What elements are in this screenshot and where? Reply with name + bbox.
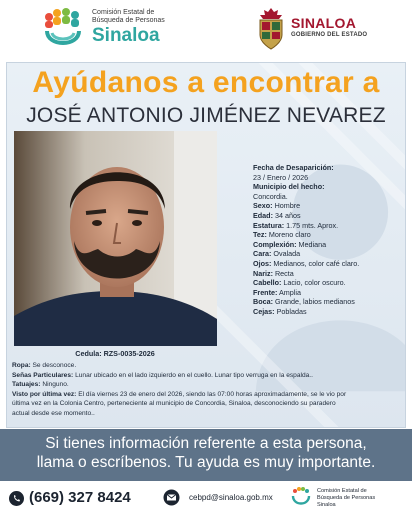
- frente-value: Amplia: [278, 287, 301, 297]
- nariz-value: Recta: [274, 268, 294, 278]
- cara-label: Cara:: [253, 249, 272, 259]
- frente-label: Frente:: [253, 287, 278, 297]
- complexion-value: Mediana: [298, 239, 327, 249]
- ropa-value: Se desconoce.: [32, 362, 77, 369]
- estatura-label: Estatura:: [253, 220, 285, 230]
- visto-line2: última vez en la Colonia Centro, perteneciente al municipio de Concordia, Sinaloa, desconociendo su paradero: [12, 400, 336, 408]
- gov-title: [291, 16, 367, 39]
- boca-label: Boca:: [253, 297, 273, 307]
- state-seal-icon: [256, 7, 286, 51]
- tatuajes-value: Ninguno.: [42, 381, 69, 389]
- ropa-label: Ropa:: [12, 362, 31, 369]
- footer-org-line2: Búsqueda de Personas: [317, 495, 376, 501]
- footer: [0, 481, 412, 515]
- boca-value: Grande, labios medianos: [274, 297, 355, 307]
- senas-value: Lunar ubicado en el lado izquierdo en el cuello. Lunar tipo verruga en la espalda..: [75, 371, 313, 379]
- nariz-label: Nariz:: [253, 268, 273, 278]
- cedula: Cedula: RZS-0035-2026: [75, 349, 155, 358]
- sexo-label: Sexo:: [253, 201, 273, 211]
- header: [0, 0, 412, 60]
- municipio-value: Concordia.: [253, 191, 288, 201]
- cara-value: Ovalada: [273, 249, 301, 259]
- cejas-value: Pobladas: [276, 306, 307, 316]
- additional-info: [12, 361, 402, 419]
- sexo-value: Hombre: [274, 201, 301, 211]
- footer-org-logo-icon: [290, 486, 312, 508]
- fecha-label: Fecha de Desaparición:: [253, 163, 334, 172]
- gov-name: SINALOA: [291, 15, 357, 31]
- org-name: Sinaloa: [92, 25, 160, 46]
- estatura-value: 1.75 mts. Aprox.: [286, 220, 339, 230]
- cejas-label: Cejas:: [253, 306, 275, 316]
- cabello-label: Cabello:: [253, 278, 282, 288]
- ojos-value: Medianos, color café claro.: [273, 258, 360, 268]
- appeal-line2: llama o escríbenos. Tu ayuda es muy importante.: [36, 454, 376, 471]
- footer-org-name: [317, 488, 375, 509]
- tez-value: Moreno claro: [268, 230, 311, 240]
- footer-org-line1: Comisión Estatal de: [317, 488, 367, 494]
- edad-value: 34 años: [274, 210, 301, 220]
- org-title: [92, 9, 165, 47]
- person-photo: [14, 131, 217, 346]
- cabello-value: Lacio, color oscuro.: [283, 278, 346, 288]
- person-details: [253, 163, 403, 317]
- headline: Ayúdanos a encontrar a: [32, 66, 380, 99]
- complexion-label: Complexión:: [253, 239, 297, 249]
- appeal-band: [0, 429, 412, 481]
- org-line2: Búsqueda de Personas: [92, 17, 165, 24]
- visto-value: El día viernes 23 de enero del 2026, siendo las 07:00 horas aproximadamente, se le vio por: [78, 390, 347, 398]
- whatsapp-icon[interactable]: [8, 490, 25, 507]
- mail-icon[interactable]: [163, 489, 180, 506]
- footer-org-line3: Sinaloa: [317, 502, 336, 508]
- visto-label: Visto por última vez:: [12, 390, 77, 398]
- phone-number[interactable]: (669) 327 8424: [29, 489, 131, 506]
- municipio-label: Municipio del hecho:: [253, 182, 325, 192]
- email-address[interactable]: cebpd@sinaloa.gob.mx: [189, 493, 273, 502]
- gov-subtitle: GOBIERNO DEL ESTADO: [291, 32, 368, 38]
- ojos-label: Ojos:: [253, 258, 272, 268]
- person-name: JOSÉ ANTONIO JIMÉNEZ NEVAREZ: [26, 104, 386, 127]
- tez-label: Tez:: [253, 230, 267, 240]
- senas-label: Señas Particulares:: [12, 371, 74, 379]
- org-logo-icon: [40, 7, 86, 53]
- fecha-value: 23 / Enero / 2026: [253, 172, 309, 182]
- visto-line3: actual desde ese momento..: [12, 409, 95, 417]
- org-line1: Comisión Estatal de: [92, 9, 155, 16]
- edad-label: Edad:: [253, 210, 273, 220]
- appeal-line1: Si tienes información referente a esta persona,: [45, 435, 367, 452]
- tatuajes-label: Tatuajes:: [12, 381, 41, 389]
